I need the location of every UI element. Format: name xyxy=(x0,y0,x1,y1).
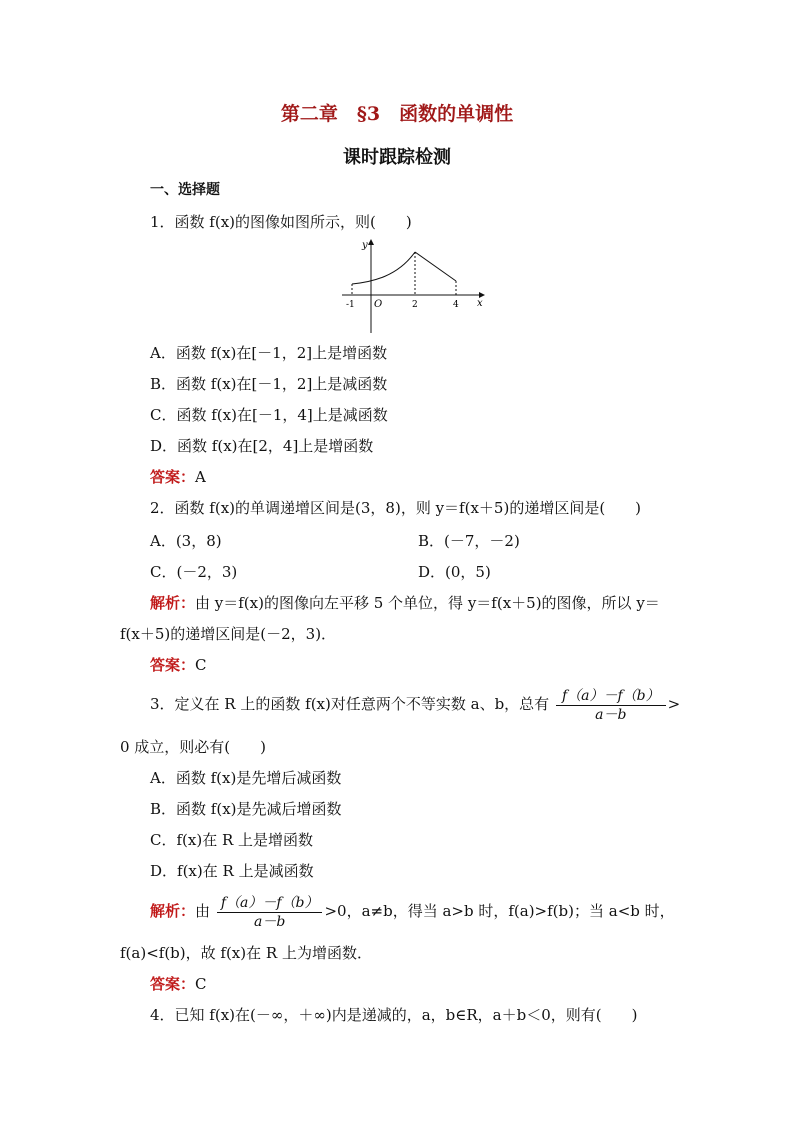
analysis-label: 解析： xyxy=(150,594,196,612)
answer-label: 答案： xyxy=(150,656,196,674)
q2-option-c: C．(－2，3) xyxy=(150,563,238,581)
q1-option-a: A．函数 f(x)在[－1，2]上是增函数 xyxy=(150,344,388,362)
q3-stem-text: 3．定义在 R 上的函数 f(x)对任意两个不等实数 a、b，总有 xyxy=(150,695,550,713)
q1-option-c: C．函数 f(x)在[－1，4]上是减函数 xyxy=(150,406,388,424)
tick-label-4: 4 xyxy=(453,300,459,310)
q3-stem-line2: 0 成立，则必有( ) xyxy=(120,738,267,756)
tick-label-2: 2 xyxy=(412,300,418,310)
q2-option-a: A．(3，8) xyxy=(150,532,222,550)
curve-decreasing xyxy=(415,252,456,281)
q1-function-graph xyxy=(338,236,488,336)
curve-increasing xyxy=(352,252,415,284)
q3-option-b: B．函数 f(x)是先减后增函数 xyxy=(150,800,342,818)
tick-label-minus1: -1 xyxy=(346,300,355,310)
q3-stem-line1 xyxy=(150,686,680,724)
q2-answer xyxy=(150,655,207,675)
q3-option-d: D．f(x)在 R 上是减函数 xyxy=(150,862,314,880)
answer-label: 答案： xyxy=(150,975,196,993)
answer-value: C xyxy=(195,975,207,993)
q1-answer xyxy=(150,467,206,487)
fraction-denominator: a－b xyxy=(253,913,286,930)
analysis-text: 由 y＝f(x)的图像向左平移 5 个单位，得 y＝f(x＋5)的图像，所以 y＝ xyxy=(195,594,660,612)
page-subtitle: 课时跟踪检测 xyxy=(343,147,451,168)
q3-answer xyxy=(150,974,207,994)
fraction-denominator: a－b xyxy=(595,706,627,723)
fraction-numerator: f（a）－f（b） xyxy=(217,894,323,913)
q2-analysis-line1 xyxy=(150,593,660,613)
q3-analysis-line1 xyxy=(150,893,675,931)
origin-label: O xyxy=(374,299,383,310)
analysis-label: 解析： xyxy=(150,902,196,920)
y-axis-label: y xyxy=(362,240,368,251)
q2-option-d: D．(0，5) xyxy=(418,563,491,581)
q2-stem: 2．函数 f(x)的单调递增区间是(3，8)，则 y＝f(x＋5)的递增区间是( ) xyxy=(150,499,642,517)
answer-value: A xyxy=(195,468,206,486)
q3-analysis-line2: f(a)<f(b)，故 f(x)在 R 上为增函数． xyxy=(120,944,372,962)
page-title: 第二章 §3 函数的单调性 xyxy=(280,103,514,125)
q1-stem: 1．函数 f(x)的图像如图所示，则( ) xyxy=(150,213,412,231)
q2-option-b: B．(－7，－2) xyxy=(418,532,520,550)
fraction-numerator: f（a）－f（b） xyxy=(556,687,666,706)
q4-stem: 4．已知 f(x)在(－∞，＋∞)内是递减的，a，b∈R，a＋b＜0，则有( ) xyxy=(150,1006,638,1024)
answer-value: C xyxy=(195,656,207,674)
q3-option-c: C．f(x)在 R 上是增函数 xyxy=(150,831,314,849)
section-heading: 一、选择题 xyxy=(150,182,220,198)
analysis-post: >0，a≠b，得当 a>b 时，f(a)>f(b)；当 a<b 时， xyxy=(324,902,675,920)
x-axis-label: x xyxy=(477,298,483,309)
q1-option-b: B．函数 f(x)在[－1，2]上是减函数 xyxy=(150,375,388,393)
q1-option-d: D．函数 f(x)在[2，4]上是增函数 xyxy=(150,437,374,455)
q3-fraction xyxy=(556,687,666,724)
q3-greater-than: > xyxy=(667,695,681,713)
q3-option-a: A．函数 f(x)是先增后减函数 xyxy=(150,769,342,787)
q2-analysis-line2: f(x＋5)的递增区间是(－2，3)． xyxy=(120,625,337,643)
analysis-fraction xyxy=(217,894,323,931)
answer-label: 答案： xyxy=(150,468,196,486)
analysis-pre: 由 xyxy=(195,902,211,920)
